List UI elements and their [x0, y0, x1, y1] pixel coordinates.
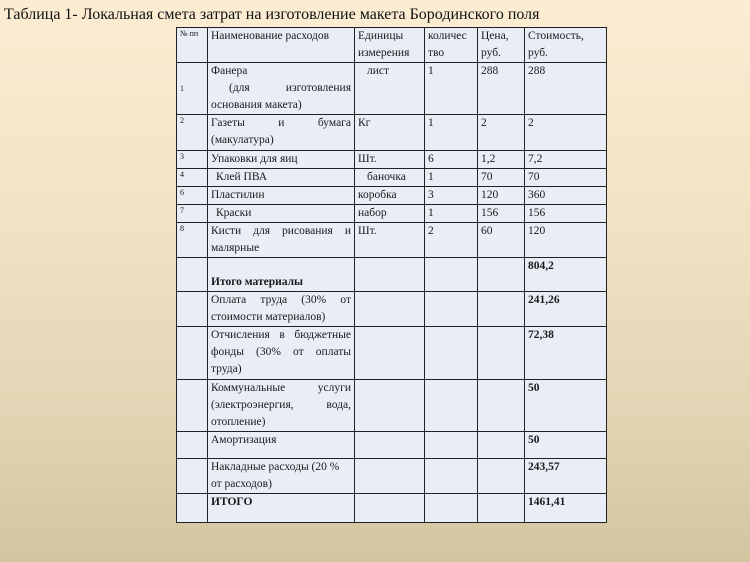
summary-name: ИТОГО [208, 494, 355, 523]
summary-row-overhead [177, 459, 607, 494]
table-row [177, 151, 607, 169]
empty-cell [177, 494, 208, 523]
empty-cell [177, 292, 208, 327]
empty-cell [177, 380, 208, 432]
empty-cell [355, 459, 425, 494]
summary-cost: 1461,41 [525, 494, 607, 523]
row-name: Упаковки для яиц [208, 151, 355, 169]
row-price: 120 [478, 187, 525, 205]
row-price: 2 [478, 115, 525, 151]
summary-row-labor [177, 292, 607, 327]
header-name: Наименование расходов [208, 28, 355, 63]
empty-cell [478, 494, 525, 523]
row-price: 1,2 [478, 151, 525, 169]
row-name: Фанера (для изготовления основания макета) [208, 63, 355, 115]
row-unit: лист [355, 63, 425, 115]
empty-cell [425, 380, 478, 432]
summary-name: Накладные расходы (20 % от расходов) [208, 459, 355, 494]
row-quantity: 6 [425, 151, 478, 169]
empty-cell [425, 494, 478, 523]
row-cost: 2 [525, 115, 607, 151]
summary-cost: 241,26 [525, 292, 607, 327]
row-cost: 7,2 [525, 151, 607, 169]
header-unit: Единицы измерения [355, 28, 425, 63]
header-price: Цена, руб. [478, 28, 525, 63]
row-number: 3 [177, 151, 208, 169]
cost-estimate-table [176, 27, 607, 523]
table-row [177, 63, 607, 115]
summary-name: Отчисления в бюджетные фонды (30% от оплаты труда) [208, 327, 355, 380]
row-number: 1 [177, 63, 208, 115]
row-cost: 360 [525, 187, 607, 205]
row-quantity: 1 [425, 205, 478, 223]
table-row [177, 223, 607, 258]
empty-cell [478, 380, 525, 432]
table-row [177, 205, 607, 223]
row-number: 7 [177, 205, 208, 223]
summary-cost: 50 [525, 432, 607, 459]
empty-cell [355, 380, 425, 432]
row-price: 70 [478, 169, 525, 187]
row-quantity: 1 [425, 115, 478, 151]
row-number: 8 [177, 223, 208, 258]
empty-cell [355, 327, 425, 380]
row-cost: 120 [525, 223, 607, 258]
empty-cell [355, 292, 425, 327]
row-cost: 156 [525, 205, 607, 223]
row-price: 288 [478, 63, 525, 115]
empty-cell [177, 432, 208, 459]
row-number: 4 [177, 169, 208, 187]
empty-cell [425, 327, 478, 380]
empty-cell [177, 327, 208, 380]
summary-row-depreciation [177, 432, 607, 459]
empty-cell [425, 432, 478, 459]
row-cost: 288 [525, 63, 607, 115]
summary-name: Итого материалы [208, 258, 355, 292]
table-header-row [177, 28, 607, 63]
row-quantity: 1 [425, 169, 478, 187]
table-row [177, 187, 607, 205]
row-price: 156 [478, 205, 525, 223]
summary-row-utilities [177, 380, 607, 432]
summary-name: Оплата труда (30% от стоимости материалов) [208, 292, 355, 327]
table-row [177, 115, 607, 151]
row-unit: коробка [355, 187, 425, 205]
summary-name: Амортизация [208, 432, 355, 459]
row-unit: баночка [355, 169, 425, 187]
summary-cost: 72,38 [525, 327, 607, 380]
table-caption: Таблица 1- Локальная смета затрат на изготовление макета Бородинского поля [4, 6, 540, 23]
empty-cell [355, 432, 425, 459]
empty-cell [478, 292, 525, 327]
header-number: № пп [177, 28, 208, 63]
row-unit: Шт. [355, 151, 425, 169]
row-quantity: 2 [425, 223, 478, 258]
row-cost: 70 [525, 169, 607, 187]
summary-row-grand-total [177, 494, 607, 523]
row-name: Краски [208, 205, 355, 223]
row-price: 60 [478, 223, 525, 258]
row-number: 2 [177, 115, 208, 151]
empty-cell [355, 258, 425, 292]
summary-cost: 50 [525, 380, 607, 432]
empty-cell [478, 258, 525, 292]
row-quantity: 1 [425, 63, 478, 115]
row-name: Кисти для рисования и малярные [208, 223, 355, 258]
empty-cell [425, 292, 478, 327]
empty-cell [478, 432, 525, 459]
table-row [177, 169, 607, 187]
empty-cell [177, 459, 208, 494]
header-cost: Стоимость, руб. [525, 28, 607, 63]
row-name: Пластилин [208, 187, 355, 205]
summary-name: Коммунальные услуги (электроэнергия, вода, отопление) [208, 380, 355, 432]
summary-cost: 243,57 [525, 459, 607, 494]
empty-cell [425, 459, 478, 494]
empty-cell [177, 258, 208, 292]
empty-cell [478, 327, 525, 380]
row-number: 6 [177, 187, 208, 205]
summary-row-deductions [177, 327, 607, 380]
summary-row-materials-total [177, 258, 607, 292]
empty-cell [355, 494, 425, 523]
row-unit: Кг [355, 115, 425, 151]
row-unit: Шт. [355, 223, 425, 258]
summary-cost: 804,2 [525, 258, 607, 292]
row-unit: набор [355, 205, 425, 223]
row-name: Клей ПВА [208, 169, 355, 187]
header-quantity: количес тво [425, 28, 478, 63]
row-quantity: 3 [425, 187, 478, 205]
empty-cell [478, 459, 525, 494]
row-name: Газеты и бумага (макулатура) [208, 115, 355, 151]
empty-cell [425, 258, 478, 292]
